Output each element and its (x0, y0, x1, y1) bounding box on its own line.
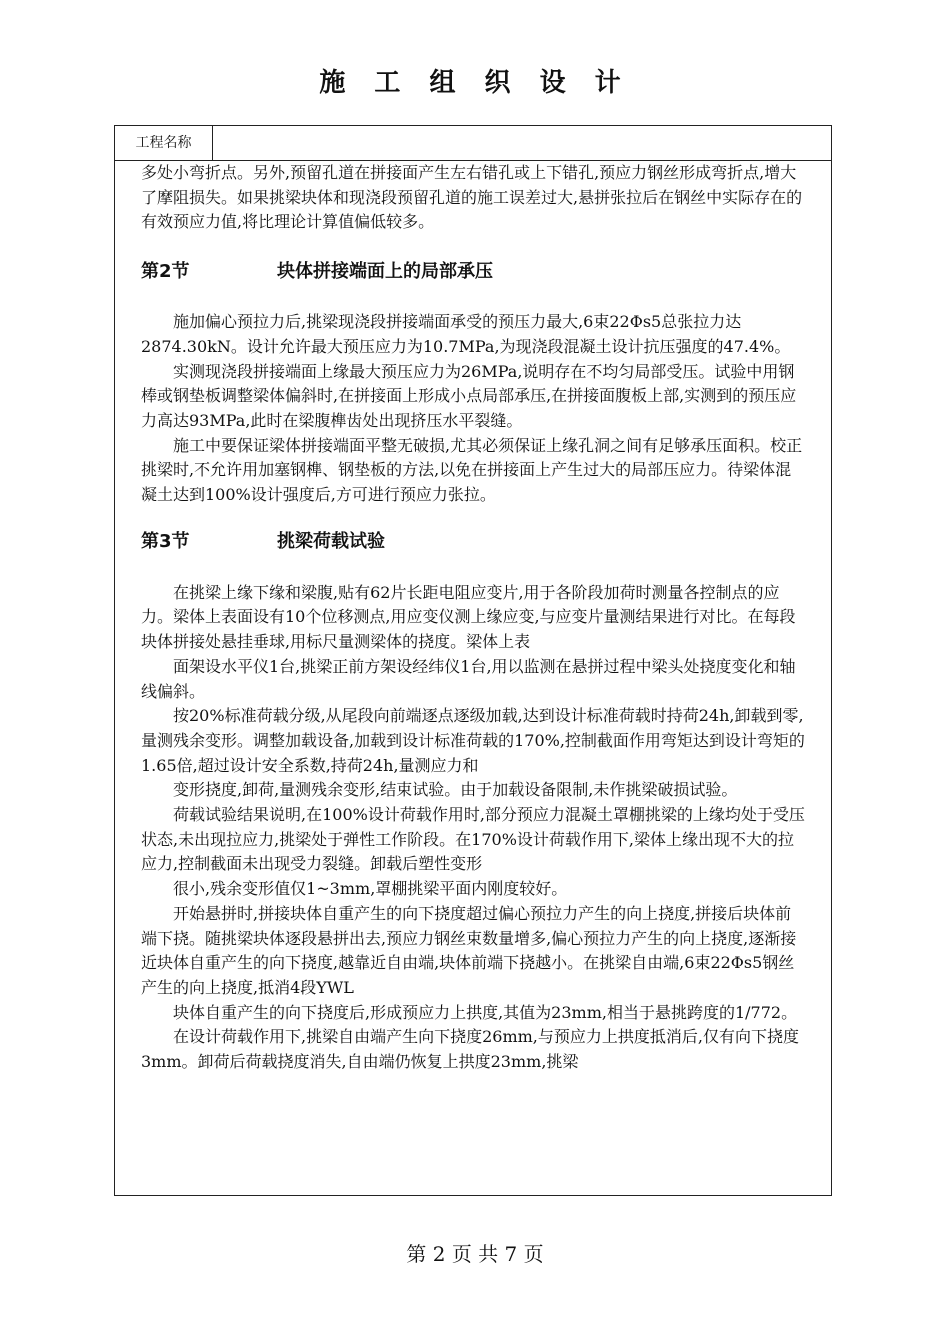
paragraph: 按20%标准荷载分级,从尾段向前端逐点逐级加载,达到设计标准荷载时持荷24h,卸载到零,量测残余变形。调整加载设备,加载到设计标准荷载的170%,控制截面作用弯矩达到设计弯矩的1.65倍,超过设计安全系数,持荷24h,量测应力和 (141, 706, 805, 775)
page-title: 施 工 组 织 设 计 (319, 68, 631, 98)
project-name-value (213, 126, 831, 160)
section-title: 挑梁荷载试验 (277, 530, 385, 552)
body-content (115, 161, 831, 1075)
paragraph: 多处小弯折点。另外,预留孔道在拼接面产生左右错孔或上下错孔,预应力钢丝形成弯折点,增大了摩阻损失。如果挑梁块体和现浇段预留孔道的施工误差过大,悬拼张拉后在钢丝中实际存在的有效预应力值,将比理论计算值偏低较多。 (141, 163, 803, 232)
section-number: 第2节 (141, 261, 190, 283)
paragraph: 在挑梁上缘下缘和梁腹,贴有62片长距电阻应变片,用于各阶段加荷时测量各控制点的应力。梁体上表面设有10个位移测点,用应变仪测上缘应变,与应变片量测结果进行对比。在每段块体拼接处悬挂垂球,用标尺量测梁体的挠度。梁体上表 (141, 582, 796, 652)
paragraph: 实测现浇段拼接端面上缘最大预压应力为26MPa,说明存在不均匀局部受压。试验中用钢棒或钢垫板调整梁体偏斜时,在拼接面上形成小点局部承压,在拼接面腹板上部,实测到的预压应力高达93MPa,此时在梁腹榫齿处出现挤压水平裂缝。 (141, 361, 797, 430)
paragraph: 施工中要保证梁体拼接端面平整无破损,尤其必须保证上缘孔洞之间有足够承压面积。校正挑梁时,不允许用加塞钢榫、钢垫板的方法,以免在拼接面上产生过大的局部压应力。待梁体混凝土达到100%设计强度后,方可进行预应力张拉。 (141, 435, 803, 505)
paragraph: 块体自重产生的向下挠度后,形成预应力上拱度,其值为23mm,相当于悬挑跨度的1/772。 (173, 1002, 798, 1022)
paragraph: 施加偏心预拉力后,挑梁现浇段拼接端面承受的预压力最大,6束22Φs5总张拉力达2874.30kN。设计允许最大预压应力为10.7MPa,为现浇段混凝土设计抗压强度的47.4%。 (141, 312, 791, 356)
section-heading (141, 260, 807, 284)
paragraph: 开始悬拼时,拼接块体自重产生的向下挠度超过偏心预拉力产生的向上挠度,拼接后块体前端下挠。随挑梁块体逐段悬拼出去,预应力钢丝束数量增多,偏心预拉力产生的向上挠度,逐渐接近块体自重产生的向下挠度,越靠近自由端,块体前端下挠越小。在挑梁自由端,6束22Φs5钢丝产生的向上挠度,抵消4段YWL (141, 903, 797, 997)
section-heading (141, 530, 807, 554)
header-row (115, 126, 831, 161)
section-number: 第3节 (141, 530, 190, 552)
paragraph: 荷载试验结果说明,在100%设计荷载作用时,部分预应力混凝土罩棚挑梁的上缘均处于受压状态,未出现拉应力,挑梁处于弹性工作阶段。在170%设计荷载作用下,梁体上缘出现不大的拉应力,控制截面未出现受力裂缝。卸载后塑性变形 (141, 805, 805, 874)
paragraph: 变形挠度,卸荷,量测残余变形,结束试验。由于加载设备限制,未作挑梁破损试验。 (173, 780, 738, 800)
project-name-label: 工程名称 (115, 126, 213, 160)
paragraph: 很小,残余变形值仅1~3mm,罩棚挑梁平面内刚度较好。 (173, 879, 568, 899)
page-footer: 第 2 页 共 7 页 (406, 1242, 544, 1266)
paragraph: 在设计荷载作用下,挑梁自由端产生向下挠度26mm,与预应力上拱度抵消后,仅有向下挠度3mm。卸荷后荷载挠度消失,自由端仍恢复上拱度23mm,挑梁 (141, 1027, 799, 1072)
section-title: 块体拼接端面上的局部承压 (277, 261, 493, 283)
form-table (114, 125, 832, 1196)
paragraph: 面架设水平仪1台,挑梁正前方架设经纬仪1台,用以监测在悬拼过程中梁头处挠度变化和轴线偏斜。 (141, 656, 796, 701)
